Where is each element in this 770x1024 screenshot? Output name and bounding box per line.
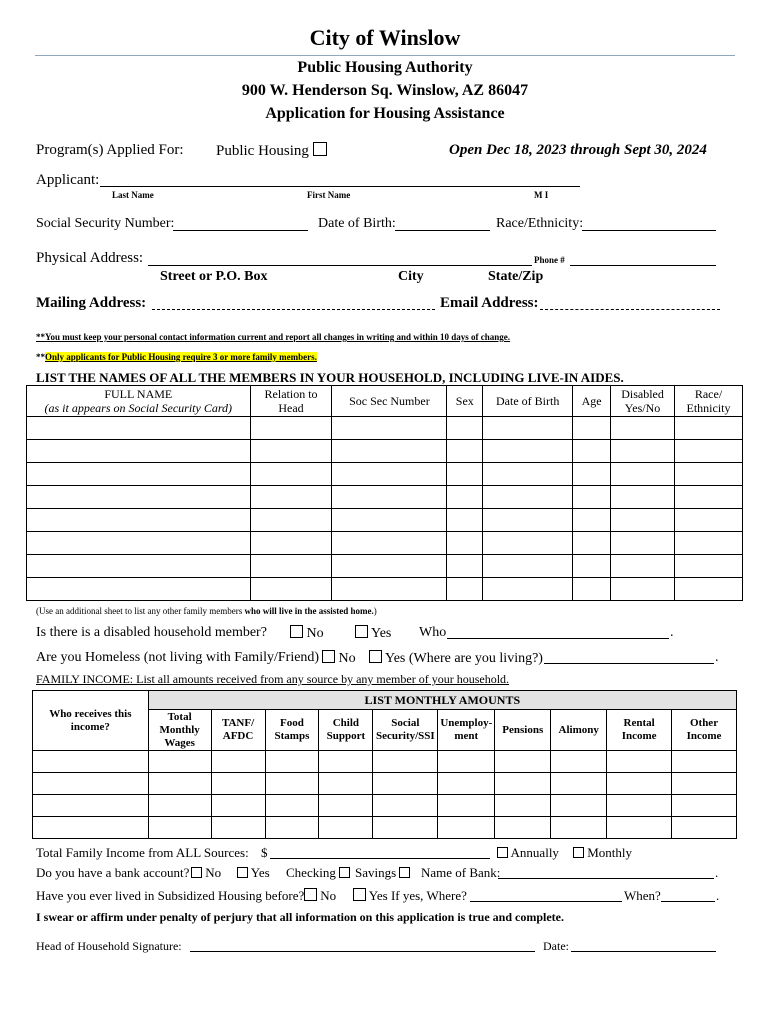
col-child-support: Child Support — [319, 710, 373, 751]
full-name-header: FULL NAME — [104, 387, 173, 401]
family-size-highlight: Only applicants for Public Housing require 3 or more family members. — [45, 352, 317, 362]
full-name-note: (as it appears on Social Security Card) — [44, 401, 233, 415]
table-row[interactable] — [27, 417, 743, 440]
monthly-label: Monthly — [587, 845, 633, 860]
when-field[interactable] — [661, 901, 715, 902]
disabled-yes-checkbox[interactable] — [355, 625, 368, 638]
checking-option[interactable] — [286, 865, 350, 881]
family-income-heading: FAMILY INCOME: List all amounts received from any source by any member of your household. — [36, 672, 510, 686]
mailing-address-field[interactable] — [152, 309, 435, 310]
subsidized-yes-label: Yes If yes, Where? — [368, 888, 467, 903]
col-ssn: Soc Sec Number — [332, 386, 447, 417]
col-dob: Date of Birth — [483, 386, 573, 417]
bank-name-label: Name of Bank: — [421, 865, 501, 880]
who-field[interactable] — [447, 638, 669, 639]
subsidized-no-option[interactable] — [304, 888, 336, 904]
notice-prefix: ** — [36, 352, 45, 362]
disabled-no-checkbox[interactable] — [290, 625, 303, 638]
family-size-notice — [36, 352, 317, 362]
household-heading: LIST THE NAMES OF ALL THE MEMBERS IN YOUR HOUSEHOLD, INCLUDING LIVE-IN AIDES. — [36, 370, 624, 385]
total-income-label: Total Family Income from ALL Sources: — [36, 845, 249, 860]
perjury-statement: I swear or affirm under penalty of perjury that all information on this application is true and complete. — [36, 910, 564, 924]
last-name-caption: Last Name — [112, 190, 154, 200]
page-title: City of Winslow — [309, 25, 461, 50]
additional-sheet-note — [36, 606, 377, 616]
table-row[interactable] — [33, 817, 737, 839]
first-name-caption: First Name — [307, 190, 351, 200]
form-subtitle: Application for Housing Assistance — [265, 105, 505, 122]
col-tanf: TANF/ AFDC — [211, 710, 265, 751]
ssn-field[interactable] — [173, 230, 308, 231]
savings-label: Savings — [355, 865, 397, 880]
note-bold: who will live in the assisted home. — [244, 606, 374, 616]
table-row[interactable] — [27, 440, 743, 463]
annually-option[interactable] — [497, 845, 559, 861]
note-end: ) — [373, 606, 377, 616]
homeless-question: Are you Homeless (not living with Family/Friend) — [36, 650, 320, 665]
homeless-no-checkbox[interactable] — [322, 650, 335, 663]
col-food-stamps: Food Stamps — [265, 710, 319, 751]
disabled-question: Is there is a disabled household member? — [36, 625, 267, 640]
disabled-no-label: No — [306, 626, 324, 641]
homeless-yes-label: Yes (Where are you living?) — [384, 651, 543, 666]
savings-checkbox[interactable] — [399, 867, 410, 878]
homeless-no-option[interactable] — [322, 650, 356, 667]
homeless-yes-option[interactable] — [369, 650, 543, 667]
col-who: Who receives this income? — [33, 691, 149, 751]
col-pensions: Pensions — [495, 710, 551, 751]
signature-field[interactable] — [190, 951, 535, 952]
bank-yes-option[interactable] — [237, 865, 270, 881]
table-row[interactable] — [27, 532, 743, 555]
subsidized-no-label: No — [320, 888, 337, 903]
race-label: Race/Ethnicity: — [496, 216, 584, 231]
dob-label: Date of Birth: — [318, 216, 396, 231]
subsidized-yes-option[interactable] — [353, 888, 467, 904]
subsidized-question: Have you ever lived in Subsidized Housing before? — [36, 888, 305, 903]
state-zip-caption: State/Zip — [488, 269, 544, 284]
col-unemployment: Unemploy- ment — [438, 710, 495, 751]
city-caption: City — [398, 269, 424, 284]
col-race: Race/ Ethnicity — [675, 386, 743, 417]
note-start: (Use an additional sheet to list any other family members — [36, 606, 245, 616]
authority-name: Public Housing Authority — [297, 59, 473, 76]
table-row[interactable] — [27, 555, 743, 578]
col-social-security: Social Security/SSI — [373, 710, 438, 751]
monthly-checkbox[interactable] — [573, 847, 584, 858]
applicant-name-line[interactable] — [100, 186, 580, 187]
table-row[interactable] — [27, 486, 743, 509]
physical-address-label: Physical Address: — [36, 250, 144, 266]
col-rental: Rental Income — [607, 710, 672, 751]
subsidized-yes-checkbox[interactable] — [353, 888, 366, 901]
bank-name-field[interactable] — [498, 878, 714, 879]
date-label: Date: — [543, 939, 569, 953]
contact-notice: **You must keep your personal contact information current and report all changes in writing and within 10 days of change. — [36, 332, 511, 342]
household-table — [26, 385, 743, 601]
bank-no-label: No — [205, 865, 222, 880]
when-label: When? — [624, 888, 661, 903]
table-row[interactable] — [27, 509, 743, 532]
ssn-label: Social Security Number: — [36, 216, 175, 231]
col-relation: Relation to Head — [250, 386, 332, 417]
programs-label: Program(s) Applied For: — [36, 142, 184, 158]
table-row[interactable] — [27, 463, 743, 486]
col-other: Other Income — [672, 710, 737, 751]
col-disabled: Disabled Yes/No — [611, 386, 675, 417]
bank-yes-label: Yes — [250, 865, 270, 880]
homeless-no-label: No — [338, 651, 356, 666]
table-row[interactable] — [33, 795, 737, 817]
date-field[interactable] — [571, 951, 716, 952]
bank-no-checkbox[interactable] — [191, 867, 202, 878]
applicant-label: Applicant: — [36, 172, 100, 188]
monthly-option[interactable] — [573, 845, 632, 861]
program-option — [216, 142, 327, 160]
annually-checkbox[interactable] — [497, 847, 508, 858]
subsidized-where-field[interactable] — [470, 901, 622, 902]
bank-question: Do you have a bank account? — [36, 865, 190, 880]
physical-address-field[interactable] — [148, 265, 532, 266]
phone-field[interactable] — [570, 265, 716, 266]
checking-checkbox[interactable] — [339, 867, 350, 878]
table-row[interactable] — [33, 751, 737, 773]
col-sex: Sex — [447, 386, 483, 417]
col-total-wages: Total Monthly Wages — [148, 710, 211, 751]
bank-yes-checkbox[interactable] — [237, 867, 248, 878]
public-housing-label: Public Housing — [216, 143, 309, 159]
bank-no-option[interactable] — [191, 865, 221, 881]
subsidized-no-checkbox[interactable] — [304, 888, 317, 901]
household-header-row — [27, 386, 743, 417]
phone-label: Phone # — [534, 255, 565, 265]
monthly-amounts-header: LIST MONTHLY AMOUNTS — [148, 691, 736, 710]
signature-label: Head of Household Signature: — [36, 939, 182, 953]
email-field[interactable] — [540, 309, 720, 310]
col-age: Age — [573, 386, 611, 417]
email-label: Email Address: — [440, 295, 539, 311]
dollar-sign: $ — [261, 845, 268, 860]
authority-address: 900 W. Henderson Sq. Winslow, AZ 86047 — [241, 82, 529, 99]
disabled-yes-label: Yes — [370, 626, 392, 641]
email-text: Email Address — [440, 295, 534, 311]
col-alimony: Alimony — [551, 710, 607, 751]
table-row[interactable] — [33, 773, 737, 795]
dob-field[interactable] — [395, 230, 490, 231]
income-monthly-row — [33, 691, 737, 710]
title-divider — [35, 55, 735, 56]
annually-label: Annually — [510, 845, 559, 860]
open-dates: Open Dec 18, 2023 through Sept 30, 2024 — [449, 142, 707, 158]
disabled-no-option[interactable] — [290, 625, 324, 642]
income-table — [32, 690, 737, 839]
table-row[interactable] — [27, 578, 743, 601]
public-housing-checkbox[interactable] — [313, 142, 327, 156]
disabled-yes-option[interactable] — [355, 625, 391, 642]
homeless-yes-checkbox[interactable] — [369, 650, 382, 663]
street-caption: Street or P.O. Box — [160, 269, 268, 284]
who-label: Who — [419, 625, 447, 640]
race-field[interactable] — [582, 230, 716, 231]
mailing-address-label: Mailing Address: — [36, 295, 147, 311]
homeless-where-field[interactable] — [544, 663, 714, 664]
total-income-field[interactable] — [270, 858, 490, 859]
mailing-address-text: Mailing Address — [36, 295, 142, 311]
checking-label: Checking — [286, 865, 336, 880]
col-full-name — [27, 386, 251, 417]
savings-option[interactable] — [355, 865, 410, 881]
mi-caption: M I — [534, 190, 549, 200]
